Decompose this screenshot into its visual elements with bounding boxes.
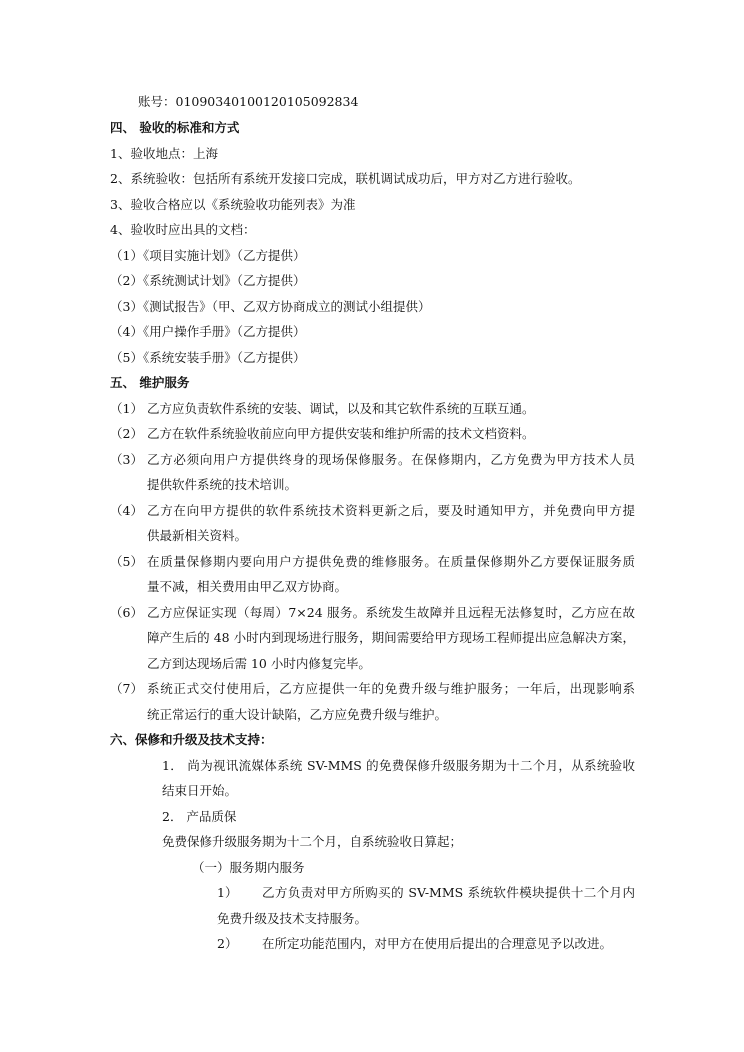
s4-line-4: 4、验收时应出具的文档：: [110, 222, 256, 237]
s6-item-1-number: 1）: [217, 885, 238, 900]
s5-item-6-text-1: 乙方应保证实现（每周）7×24 服务。系统发生故障并且远程无法修复时，乙方应在故: [147, 605, 635, 620]
s5-item-6-label: （6）: [110, 605, 143, 620]
s5-item-6-text-2: 障产生后的 48 小时内到现场进行服务，期间需要给甲方现场工程师提出应急解决方案，: [147, 630, 635, 645]
s4-doc-2: （2）《系统测试计划》（乙方提供）: [110, 273, 306, 288]
account-number: 账号：01090340100120105092834: [138, 94, 359, 109]
s4-doc-5: （5）《系统安装手册》（乙方提供）: [110, 350, 306, 365]
s5-item-4-text-2: 供最新相关资料。: [147, 528, 248, 543]
s5-item-3-text-1: 乙方必须向用户方提供终身的现场保修服务。在保修期内，乙方免费为甲方技术人员: [147, 452, 635, 467]
s5-item-1-label: （1）: [110, 401, 143, 416]
s6-para-1-line-1: 1． 尚为视讯流媒体系统 SV-MMS 的免费保修升级服务期为十二个月，从系统验收: [162, 758, 635, 773]
s6-item-1-line-2: 免费升级及技术支持服务。: [217, 911, 368, 926]
s4-doc-4: （4）《用户操作手册》（乙方提供）: [110, 324, 306, 339]
s4-doc-3: （3）《测试报告》（甲、乙双方协商成立的测试小组提供）: [110, 299, 431, 314]
s5-item-5-label: （5）: [110, 554, 143, 569]
s6-item-1-line-1: 乙方负责对甲方所购买的 SV-MMS 系统软件模块提供十二个月内: [262, 885, 635, 900]
s6-para-2: 2． 产品质保: [162, 809, 237, 824]
s6-subheading: （一）服务期内服务: [192, 860, 305, 875]
s6-item-2-number: 2）: [217, 936, 238, 951]
s5-item-4-label: （4）: [110, 503, 143, 518]
section-4-title: 四、 验收的标准和方式: [110, 120, 240, 135]
section-5-title: 五、 维护服务: [110, 375, 190, 390]
section-6-title: 六、保修和升级及技术支持：: [110, 732, 273, 747]
s5-item-3-label: （3）: [110, 452, 143, 467]
s4-doc-1: （1）《项目实施计划》（乙方提供）: [110, 248, 306, 263]
s4-line-3: 3、验收合格应以《系统验收功能列表》为准: [110, 197, 356, 212]
s6-item-2-line-1: 在所定功能范围内，对甲方在使用后提出的合理意见予以改进。: [262, 936, 613, 951]
s4-line-2: 2、系统验收：包括所有系统开发接口完成，联机调试成功后，甲方对乙方进行验收。: [110, 171, 581, 186]
s5-item-3-text-2: 提供软件系统的技术培训。: [147, 477, 298, 492]
s5-item-4-text-1: 乙方在向甲方提供的软件系统技术资料更新之后，要及时通知甲方，并免费向甲方提: [147, 503, 635, 518]
s5-item-2-text: 乙方在软件系统验收前应向甲方提供安装和维护所需的技术文档资料。: [147, 426, 535, 441]
s5-item-7-text-2: 统正常运行的重大设计缺陷，乙方应免费升级与维护。: [147, 707, 448, 722]
s5-item-5-text-2: 量不减，相关费用由甲乙双方协商。: [147, 579, 348, 594]
s5-item-6-text-3: 乙方到达现场后需 10 小时内修复完毕。: [147, 656, 371, 671]
s5-item-7-text-1: 系统正式交付使用后，乙方应提供一年的免费升级与维护服务；一年后，出现影响系: [147, 681, 635, 696]
s5-item-7-label: （7）: [110, 681, 143, 696]
s5-item-1-text: 乙方应负责软件系统的安装、调试，以及和其它软件系统的互联互通。: [147, 401, 535, 416]
s6-para-3: 免费保修升级服务期为十二个月，自系统验收日算起；: [162, 834, 463, 849]
s4-line-1: 1、验收地点：上海: [110, 146, 218, 161]
s6-para-1-line-2: 结束日开始。: [162, 783, 238, 798]
s5-item-2-label: （2）: [110, 426, 143, 441]
s5-item-5-text-1: 在质量保修期内要向用户方提供免费的维修服务。在质量保修期外乙方要保证服务质: [147, 554, 635, 569]
